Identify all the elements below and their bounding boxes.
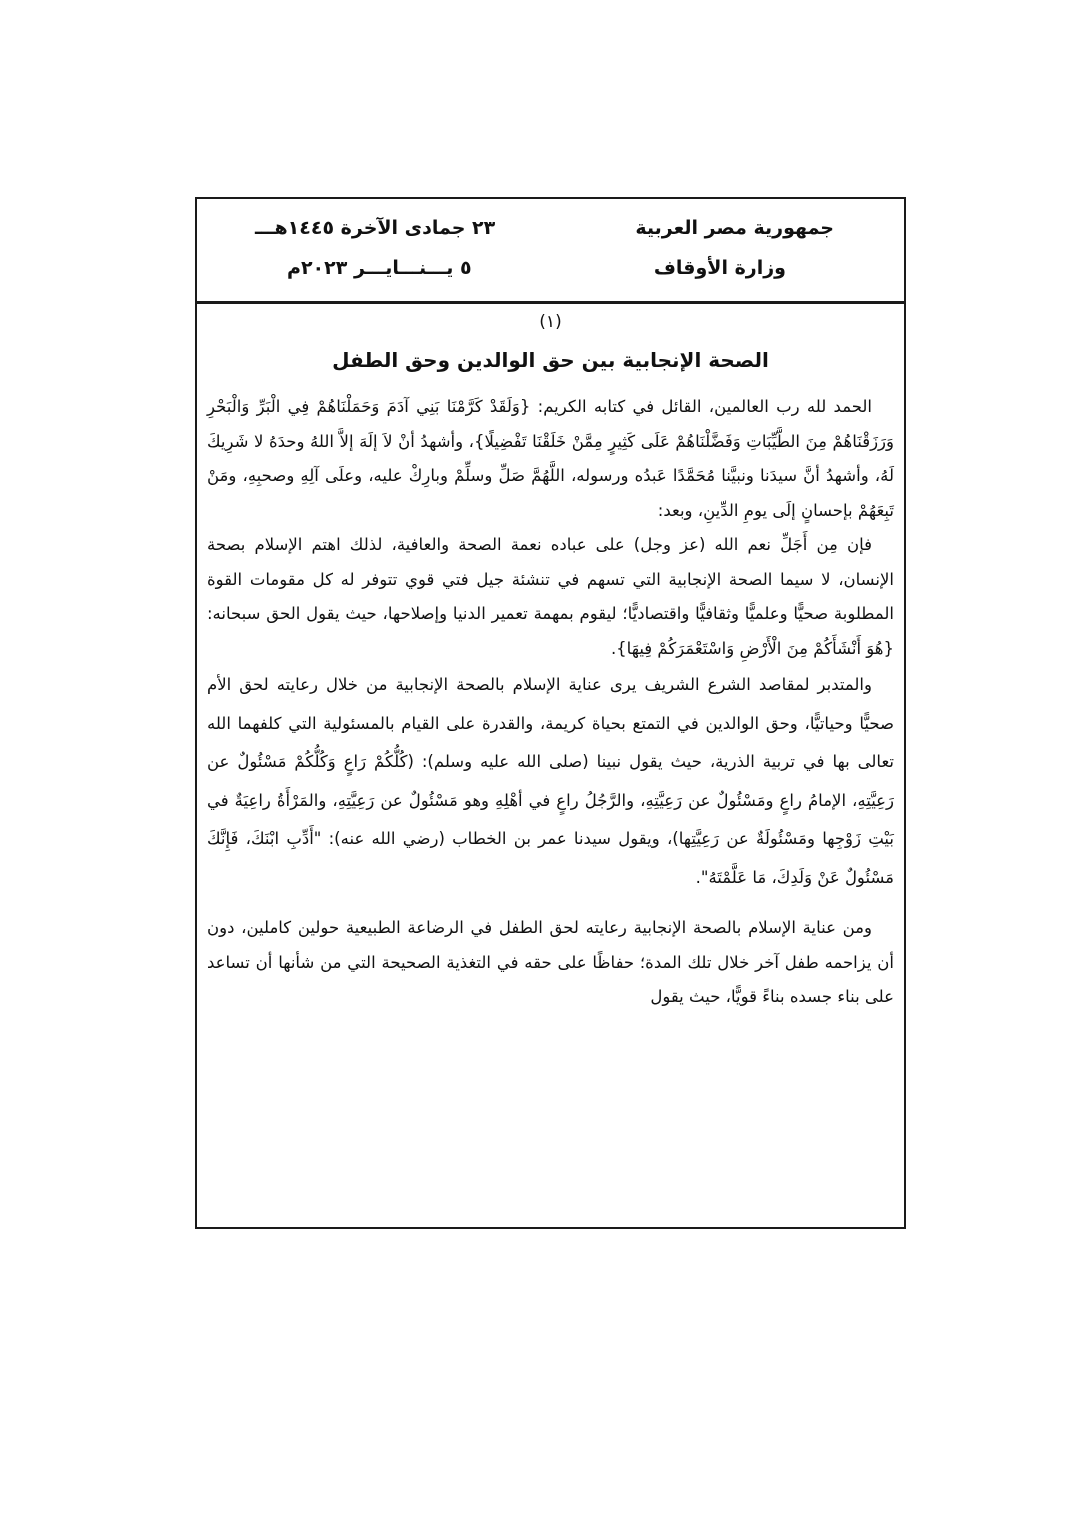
document-header bbox=[197, 199, 904, 304]
paragraph-intro: الحمد لله رب العالمين، القائل في كتابه الكريم: {وَلَقَدْ كَرَّمْنَا بَنِي آدَمَ وَحَمَلْنَاهُمْ فِي الْبَرِّ وَالْبَحْرِ وَرَزَقْنَاهُمْ مِنَ الطَّيِّبَاتِ وَفَضَّلْنَاهُمْ عَلَى كَثِيرٍ مِمَّنْ خَلَقْنَا تَفْضِيلًا}، وأشهدُ أنْ لاَ إلَهَ إلاَّ اللهُ وحدَهُ لا شَرِيكَ لَهُ، وأشهدُ أنَّ سيدَنا ونبيَّنا مُحَمَّدًا عَبدُه ورسوله، اللَّهُمَّ صَلِّ وسلِّمْ وبارِكْ عليه، وعلَى آلِهِ وصحبِهِ، ومَنْ تَبِعَهُمْ بإحسانٍ إلَى يومِ الدِّينِ، وبعد: bbox=[207, 397, 894, 520]
paragraph-parents-rights: والمتدبر لمقاصد الشرع الشريف يرى عناية الإسلام بالصحة الإنجابية من خلال رعايته لحق الأم صحيًّا وحياتيًّا، وحق الوالدين في التمتع بحياة كريمة، والقدرة على القيام بالمسئولية التي كلفهما الله تعالى بها في تربية الذرية، حيث يقول نبينا (صلى الله عليه وسلم): (كُلُّكُمْ رَاعٍ وَكُلُّكُمْ مَسْئُولٌ عن رَعِيَّتِهِ، الإمامُ راعٍ ومَسْئُولٌ عن رَعِيَّتِهِ، والرَّجُلُ راعٍ في أهْلِهِ وهو مَسْئُولٌ عن رَعِيَّتِهِ، والمَرْأَةُ راعِيَةٌ في بَيْتِ زَوْجِها ومَسْئُولَةٌ عن رَعِيَّتِها)، ويقول سيدنا عمر بن الخطاب (رضي الله عنه): "أَدِّبِ ابْنَكَ، فَإِنَّكَ مَسْئُولٌ عَنْ وَلَدِكَ، مَا عَلَّمْتَهُ". bbox=[207, 675, 894, 887]
ministry-name: وزارة الأوقاف bbox=[653, 257, 786, 279]
document-frame bbox=[195, 197, 906, 1229]
document-body bbox=[197, 304, 904, 1224]
document-title: الصحة الإنجابية بين حق الوالدين وحق الطفل bbox=[332, 348, 769, 372]
country-name: جمهورية مصر العربية bbox=[635, 217, 834, 239]
hijri-date: ٢٣ جمادى الآخرة ١٤٤٥هـــ bbox=[255, 217, 496, 239]
paragraph-health-blessing: فإن مِن أَجَلِّ نعم الله (عز وجل) على عباده نعمة الصحة والعافية، لذلك اهتم الإسلام بصحة الإنسان، لا سيما الصحة الإنجابية التي تسهم في تنشئة جيل فتي قوي تتوفر له كل مقومات القوة المطلوبة صحيًّا وعلميًّا وثقافيًّا واقتصاديًّا؛ ليقوم بمهمة تعمير الدنيا وإصلاحها، حيث يقول الحق سبحانه: {هُوَ أَنْشَأَكُمْ مِنَ الْأَرْضِ وَاسْتَعْمَرَكُمْ فِيهَا}. bbox=[207, 535, 894, 658]
page-number: (١) bbox=[539, 312, 562, 332]
paragraph-child-rights: ومن عناية الإسلام بالصحة الإنجابية رعايته لحق الطفل في الرضاعة الطبيعية حولين كاملين، دون أن يزاحمه طفل آخر خلال تلك المدة؛ حفاظًا على حقه في التغذية الصحيحة التي من شأنها أن تساعد على بناء جسده بناءً قويًّا، حيث يقول bbox=[207, 918, 894, 1006]
body-text bbox=[207, 390, 894, 1015]
gregorian-date: ٥ يـــنـــايـــر ٢٠٢٣م bbox=[287, 257, 472, 279]
